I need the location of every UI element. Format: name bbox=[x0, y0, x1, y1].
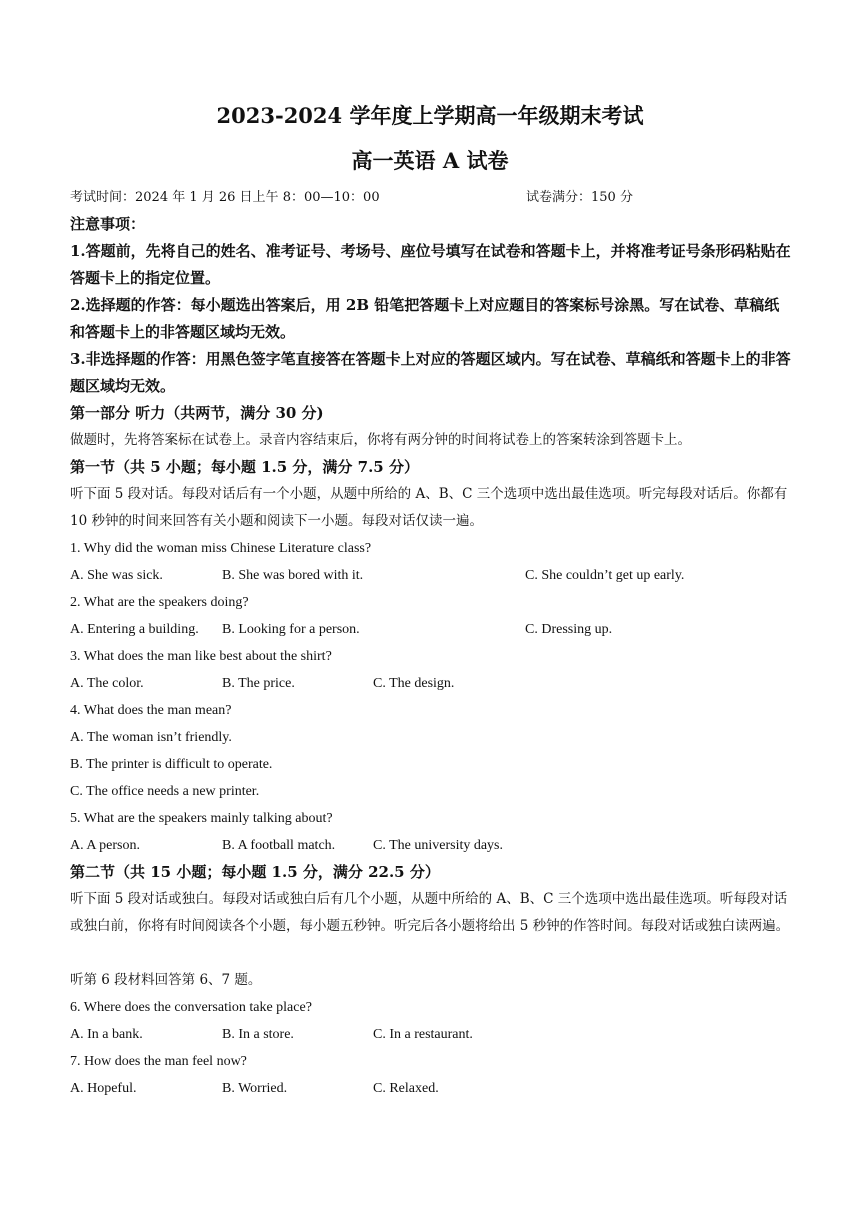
q6-option-a: A. In a bank. bbox=[70, 1027, 143, 1042]
q6-option-b: B. In a store. bbox=[222, 1027, 294, 1042]
q1-option-c: C. She couldn’t get up early. bbox=[525, 568, 685, 583]
exam-time: 考试时间：2024 年 1 月 26 日上午 8：00—10：00 bbox=[70, 190, 380, 205]
notes-heading: 注意事项： bbox=[70, 215, 146, 233]
q2-option-b: B. Looking for a person. bbox=[222, 622, 360, 637]
part1-heading: 第一部分 听力（共两节，满分 30 分) bbox=[70, 404, 324, 422]
q3-option-c: C. The design. bbox=[373, 676, 455, 691]
q5-option-b: B. A football match. bbox=[222, 838, 336, 853]
q5-option-c: C. The university days. bbox=[373, 838, 504, 853]
section1-instruction: 听下面 5 段对话。每段对话后有一个小题，从题中所给的 A、B、C 三个选项中选出最佳选项。听完每段对话后。你都有 10 秒钟的时间来回答有关小题和阅读下一小题。每段对话仅读一遍。 bbox=[70, 486, 788, 529]
q4-option-c: C. The office needs a new printer. bbox=[70, 784, 260, 799]
q1-option-b: B. She was bored with it. bbox=[222, 568, 364, 583]
section1-heading: 第一节（共 5 小题；每小题 1.5 分，满分 7.5 分） bbox=[70, 458, 419, 476]
question-2: 2. What are the speakers doing? bbox=[70, 595, 249, 610]
question-7: 7. How does the man feel now? bbox=[70, 1054, 247, 1069]
part1-instruction: 做题时，先将答案标在试卷上。录音内容结束后，你将有两分钟的时间将试卷上的答案转涂到答题卡上。 bbox=[70, 432, 691, 448]
q1-option-a: A. She was sick. bbox=[70, 568, 163, 583]
q2-option-c: C. Dressing up. bbox=[525, 622, 613, 637]
exam-title: 2023-2024 学年度上学期高一年级期末考试 bbox=[216, 103, 644, 128]
section2-instruction: 听下面 5 段对话或独白。每段对话或独白后有几个小题，从题中所给的 A、B、C 三个选项中选出最佳选项。听每段对话或独白前，你将有时间阅读各个小题，每小题五秒钟。听完后各小题将给出 5 秒钟的作答时间。每段对话或独白读两遍。 bbox=[70, 891, 790, 934]
question-4: 4. What does the man mean? bbox=[70, 703, 232, 718]
material-6-note: 听第 6 段材料回答第 6、7 题。 bbox=[70, 972, 262, 988]
question-6: 6. Where does the conversation take place? bbox=[70, 1000, 312, 1015]
question-5: 5. What are the speakers mainly talking about? bbox=[70, 811, 333, 826]
q4-option-a: A. The woman isn’t friendly. bbox=[70, 730, 232, 745]
notes-item-3: 3.非选择题的作答：用黑色签字笔直接答在答题卡上对应的答题区域内。写在试卷、草稿纸和答题卡上的非答题区域均无效。 bbox=[70, 350, 791, 395]
q3-option-b: B. The price. bbox=[222, 676, 295, 691]
question-1: 1. Why did the woman miss Chinese Literature class? bbox=[70, 541, 372, 556]
q3-option-a: A. The color. bbox=[70, 676, 144, 691]
q7-option-c: C. Relaxed. bbox=[373, 1081, 439, 1096]
notes-item-1: 1.答题前，先将自己的姓名、准考证号、考场号、座位号填写在试卷和答题卡上，并将准考证号条形码粘贴在答题卡上的指定位置。 bbox=[70, 242, 791, 287]
q6-option-c: C. In a restaurant. bbox=[373, 1027, 473, 1042]
notes-item-2: 2.选择题的作答：每小题选出答案后，用 2B 铅笔把答题卡上对应题目的答案标号涂黑。写在试卷、草稿纸和答题卡上的非答题区域均无效。 bbox=[70, 296, 780, 341]
full-score: 试卷满分：150 分 bbox=[526, 190, 633, 205]
q5-option-a: A. A person. bbox=[70, 838, 140, 853]
section2-heading: 第二节（共 15 小题；每小题 1.5 分，满分 22.5 分） bbox=[70, 863, 440, 881]
exam-subtitle: 高一英语 A 试卷 bbox=[351, 148, 509, 173]
q7-option-b: B. Worried. bbox=[222, 1081, 288, 1096]
q2-option-a: A. Entering a building. bbox=[70, 622, 199, 637]
question-3: 3. What does the man like best about the shirt? bbox=[70, 649, 332, 664]
q7-option-a: A. Hopeful. bbox=[70, 1081, 137, 1096]
q4-option-b: B. The printer is difficult to operate. bbox=[70, 757, 273, 772]
